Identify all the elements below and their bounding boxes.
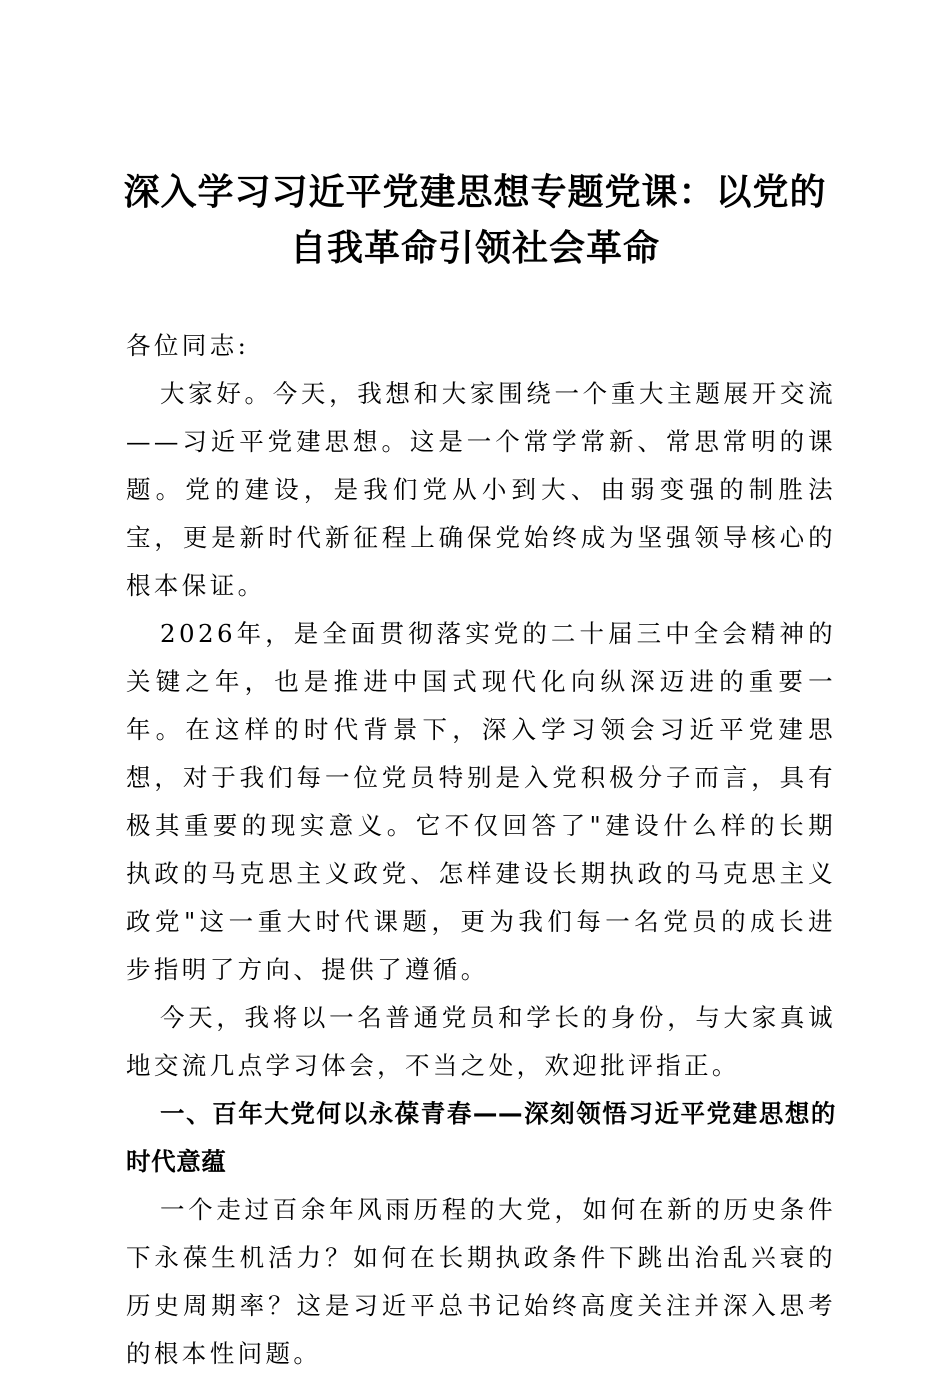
body-paragraph: 2026年，是全面贯彻落实党的二十届三中全会精神的关键之年，也是推进中国式现代化向纵深迈进的重要一年。在这样的时代背景下，深入学习领会习近平党建思想，对于我们每一位党员特别是入党积极分子而言，具有极其重要的现实意义。它不仅回答了"建设什么样的长期执政的马克思主义政党、怎样建设长期执政的马克思主义政党"这一重大时代课题，更为我们每一名党员的成长进步指明了方向、提供了遵循。 bbox=[126, 619, 836, 984]
body-paragraph: 今天，我将以一名普通党员和学长的身份，与大家真诚地交流几点学习体会，不当之处，欢迎批评指正。 bbox=[126, 1003, 836, 1080]
document-title: 深入学习习近平党建思想专题党课：以党的自我革命引领社会革命 bbox=[123, 171, 827, 269]
document-body bbox=[126, 322, 836, 1378]
body-paragraph: 大家好。今天，我想和大家围绕一个重大主题展开交流——习近平党建思想。这是一个常学常新、常思常明的课题。党的建设，是我们党从小到大、由弱变强的制胜法宝，更是新时代新征程上确保党始终成为坚强领导核心的根本保证。 bbox=[126, 379, 836, 600]
greeting: 各位同志: bbox=[126, 331, 250, 360]
section-heading: 一、百年大党何以永葆青春——深刻领悟习近平党建思想的时代意蕴 bbox=[126, 1099, 836, 1176]
body-paragraph: 一个走过百余年风雨历程的大党，如何在新的历史条件下永葆生机活力？如何在长期执政条件下跳出治乱兴衰的历史周期率？这是习近平总书记始终高度关注并深入思考的根本性问题。 bbox=[126, 1195, 836, 1368]
